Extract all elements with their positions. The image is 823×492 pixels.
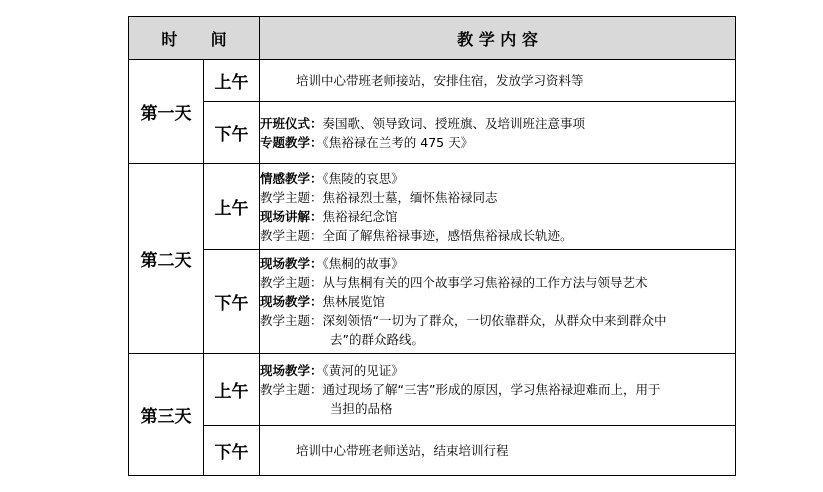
content-line: 开班仪式：奏国歌、领导致词、授班旗、及培训班注意事项: [260, 115, 586, 131]
content-line: 教学主题：通过现场了解“三害”形成的原因，学习焦裕禄迎难而上，用于: [260, 382, 661, 397]
content-line: 现场教学：焦林展览馆: [260, 294, 386, 309]
day3-pm-row: [129, 426, 736, 476]
content-line: 教学主题：从与焦桐有关的四个故事学习焦裕禄的工作方法与领导艺术: [260, 275, 648, 290]
schedule-table: [128, 16, 736, 476]
day3-am-label: 上午: [204, 354, 260, 426]
day2-pm-row: [129, 250, 736, 354]
day1-pm-content: [260, 102, 736, 164]
day3-am-content: [260, 354, 736, 426]
day3-pm-label: 下午: [204, 426, 260, 476]
content-header: 教 学 内 容: [260, 17, 736, 60]
time-header: [129, 17, 260, 60]
content-line: 去”的群众路线。: [330, 332, 424, 347]
day2-am-row: [129, 164, 736, 250]
day3-label: 第三天: [129, 354, 204, 476]
day2-pm-label: 下午: [204, 250, 260, 354]
day1-pm-label: 下午: [204, 102, 260, 164]
content-line: 现场讲解：焦裕禄纪念馆: [260, 208, 398, 224]
day2-label: 第二天: [129, 164, 204, 354]
content-line: 教学主题：深刻领悟“一切为了群众，一切依靠群众，从群众中来到群众中: [260, 313, 667, 328]
day2-am-content: [260, 164, 736, 250]
header-row: [129, 17, 736, 60]
content-line: 教学主题：全面了解焦裕禄事迹，感悟焦裕禄成长轨迹。: [260, 227, 573, 243]
content-line: 当担的品格: [330, 401, 393, 416]
day1-am-content: 培训中心带班老师接站，安排住宿，发放学习资料等: [260, 60, 736, 102]
day3-am-row: [129, 354, 736, 426]
day2-am-label: 上午: [204, 164, 260, 250]
day1-am-row: [129, 60, 736, 102]
day1-am-label: 上午: [204, 60, 260, 102]
content-line: 现场教学：《焦桐的故事》: [260, 256, 404, 271]
content-line: 情感教学：《焦陵的哀思》: [260, 170, 404, 186]
content-line: 现场教学：《黄河的见证》: [260, 363, 404, 378]
day2-pm-content: [260, 250, 736, 354]
day3-pm-content: 培训中心带班老师送站，结束培训行程: [260, 426, 736, 476]
day1-label: 第一天: [129, 60, 204, 164]
content-line: 教学主题：焦裕禄烈士墓，缅怀焦裕禄同志: [260, 189, 498, 205]
day1-pm-row: [129, 102, 736, 164]
time-header-char-2: 间: [210, 29, 227, 49]
time-header-char-1: 时: [161, 29, 178, 49]
content-line: 专题教学：《焦裕禄在兰考的 475 天》: [260, 134, 474, 150]
